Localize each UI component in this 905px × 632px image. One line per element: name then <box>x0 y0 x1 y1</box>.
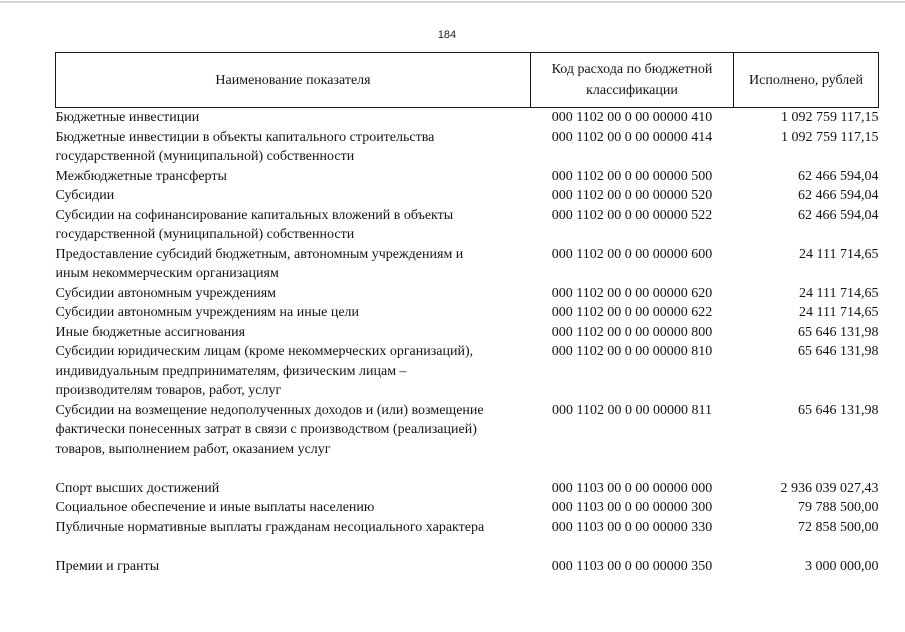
table-row <box>56 401 879 460</box>
indicator-name-line: Премии и гранты <box>55 558 160 574</box>
indicator-name <box>56 518 531 538</box>
executed-amount: 65 646 131,98 <box>798 324 879 340</box>
table-row <box>56 323 879 343</box>
indicator-name <box>56 479 531 499</box>
table-row <box>56 284 879 304</box>
executed-amount: 72 858 500,00 <box>798 519 879 535</box>
table-row <box>56 303 879 323</box>
indicator-name-line: фактически понесенных затрат в связи с производством (реализацией) <box>55 422 477 437</box>
header-budget-code: Код расхода по бюджетной классификации <box>531 53 734 108</box>
indicator-name-line: Бюджетные инвестиции <box>55 110 200 125</box>
indicator-name <box>56 303 531 323</box>
budget-code: 000 1102 00 0 00 00000 810 <box>551 344 713 359</box>
page-number: 184 <box>437 29 457 41</box>
table-row <box>56 342 879 401</box>
indicator-name-line: иным некоммерческим организациям <box>55 266 279 281</box>
table-row <box>56 557 879 577</box>
budget-code: 000 1103 00 0 00 00000 000 <box>551 480 713 496</box>
table-body <box>56 108 879 577</box>
indicator-name-line: Спорт высших достижений <box>55 480 220 496</box>
budget-code: 000 1102 00 0 00 00000 620 <box>551 285 713 301</box>
indicator-name <box>56 401 531 460</box>
budget-code: 000 1102 00 0 00 00000 622 <box>551 305 713 320</box>
header-executed-amount: Исполнено, рублей <box>734 53 879 108</box>
indicator-name-line: Субсидии на софинансирование капитальных вложений в объекты <box>55 207 454 223</box>
table-row <box>56 108 879 128</box>
budget-code: 000 1102 00 0 00 00000 522 <box>551 207 713 223</box>
table-row <box>56 186 879 206</box>
section-gap <box>56 459 879 479</box>
indicator-name-line: Бюджетные инвестиции в объекты капитального строительства <box>55 129 435 145</box>
executed-amount: 24 111 714,65 <box>799 246 879 262</box>
budget-code: 000 1102 00 0 00 00000 811 <box>552 402 712 418</box>
budget-code: 000 1102 00 0 00 00000 800 <box>551 324 713 340</box>
indicator-name-line: государственной (муниципальной) собственности <box>55 227 355 242</box>
indicator-name-line: товаров, выполнением работ, оказанием услуг <box>55 441 331 457</box>
table-row <box>56 167 879 187</box>
budget-code: 000 1102 00 0 00 00000 600 <box>551 246 713 262</box>
budget-code: 000 1102 00 0 00 00000 410 <box>551 110 713 125</box>
indicator-name <box>56 323 531 343</box>
indicator-name <box>56 284 531 304</box>
executed-amount: 24 111 714,65 <box>799 285 879 301</box>
indicator-name <box>56 342 531 401</box>
indicator-name-line: Субсидии <box>55 188 115 203</box>
executed-amount: 24 111 714,65 <box>799 305 879 320</box>
indicator-name-line: индивидуальным предпринимателям, физическим лицам – <box>55 363 407 379</box>
table-row <box>56 479 879 499</box>
table-row <box>56 245 879 284</box>
table-row <box>56 128 879 167</box>
indicator-name <box>56 108 531 128</box>
header-row <box>56 53 879 108</box>
indicator-name <box>56 245 531 284</box>
table-row <box>56 498 879 518</box>
budget-code: 000 1103 00 0 00 00000 300 <box>551 500 713 515</box>
indicator-name-line: Предоставление субсидий бюджетным, автономным учреждениям и <box>55 246 464 262</box>
table-row <box>56 518 879 538</box>
indicator-name <box>56 557 531 577</box>
indicator-name-line: государственной (муниципальной) собственности <box>55 149 355 164</box>
executed-amount: 79 788 500,00 <box>798 500 879 515</box>
budget-code: 000 1102 00 0 00 00000 520 <box>551 188 713 203</box>
executed-amount: 62 466 594,04 <box>798 207 879 223</box>
header-indicator-name: Наименование показателя <box>56 53 531 108</box>
indicator-name-line: производителям товаров, работ, услуг <box>55 383 282 398</box>
executed-amount: 1 092 759 117,15 <box>781 110 879 125</box>
indicator-name <box>56 186 531 206</box>
indicator-name-line: Субсидии на возмещение недополученных доходов и (или) возмещение <box>55 402 484 418</box>
executed-amount: 1 092 759 117,15 <box>781 129 879 145</box>
scan-edge <box>0 1 905 3</box>
budget-code: 000 1103 00 0 00 00000 330 <box>551 519 713 535</box>
indicator-name <box>56 128 531 167</box>
indicator-name <box>56 206 531 245</box>
indicator-name-line: Субсидии автономным учреждениям <box>55 285 277 301</box>
table-header <box>56 53 879 108</box>
executed-amount: 2 936 039 027,43 <box>780 480 879 496</box>
budget-code: 000 1102 00 0 00 00000 414 <box>551 129 713 145</box>
budget-code: 000 1103 00 0 00 00000 350 <box>551 558 713 574</box>
executed-amount: 65 646 131,98 <box>798 402 879 418</box>
indicator-name-line: Субсидии юридическим лицам (кроме некоммерческих организаций), <box>55 344 474 359</box>
indicator-name-line: Социальное обеспечение и иные выплаты населению <box>55 500 375 515</box>
table-row <box>56 206 879 245</box>
budget-code: 000 1102 00 0 00 00000 500 <box>551 168 713 184</box>
executed-amount: 3 000 000,00 <box>805 558 879 574</box>
section-gap-cell <box>56 459 879 479</box>
indicator-name-line: Иные бюджетные ассигнования <box>55 324 246 340</box>
indicator-name-line: Субсидии автономным учреждениям на иные цели <box>55 305 360 320</box>
executed-amount: 65 646 131,98 <box>798 344 879 359</box>
indicator-name <box>56 167 531 187</box>
indicator-name-line: Межбюджетные трансферты <box>55 168 227 184</box>
budget-table <box>55 52 879 576</box>
section-gap-cell <box>56 537 879 557</box>
section-gap <box>56 537 879 557</box>
indicator-name-line: Публичные нормативные выплаты гражданам несоциального характера <box>55 519 485 535</box>
executed-amount: 62 466 594,04 <box>798 188 879 203</box>
executed-amount: 62 466 594,04 <box>798 168 879 184</box>
indicator-name <box>56 498 531 518</box>
